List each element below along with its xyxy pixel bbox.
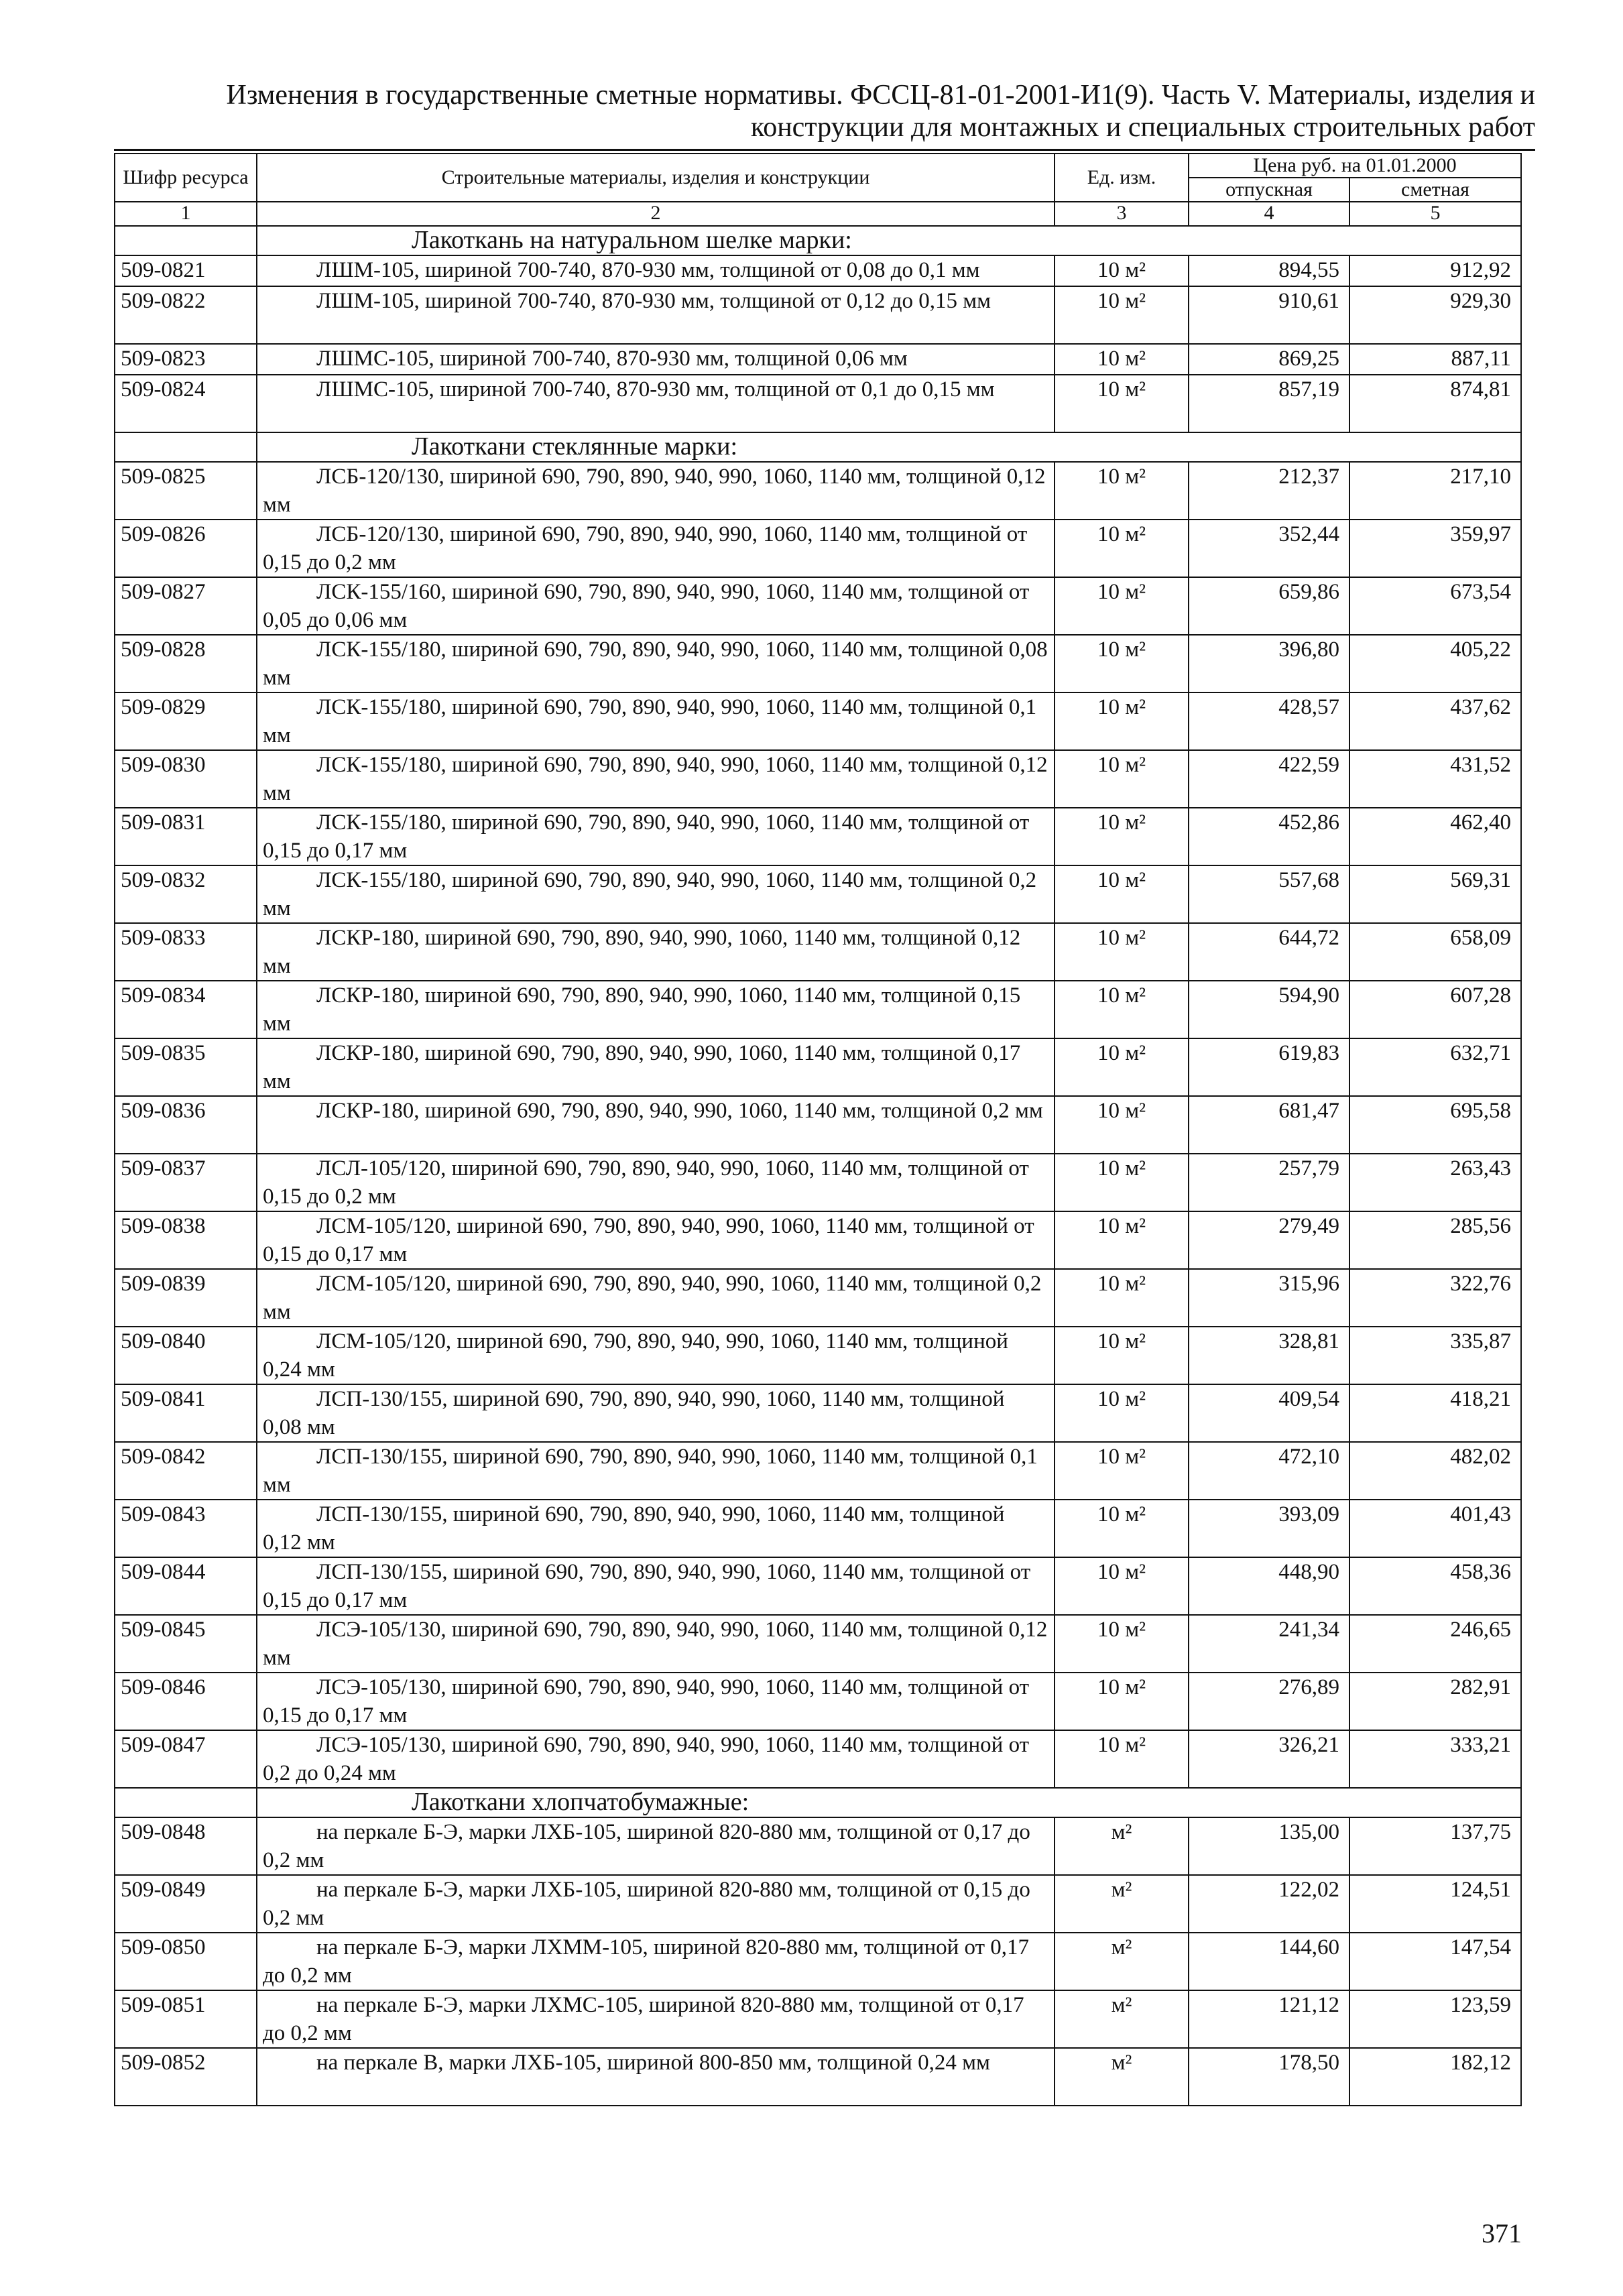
table-row bbox=[115, 1384, 1521, 1442]
release-price-cell: 257,79 bbox=[1189, 1154, 1349, 1211]
estimate-price-cell: 263,43 bbox=[1349, 1154, 1521, 1211]
table-row bbox=[115, 1875, 1521, 1933]
estimate-price-cell: 322,76 bbox=[1349, 1269, 1521, 1327]
page-header bbox=[114, 79, 1535, 143]
description-cell: ЛСП-130/155, шириной 690, 790, 890, 940, 990, 1060, 1140 мм, толщиной от 0,15 до 0,17 мм bbox=[257, 1557, 1055, 1615]
table-row bbox=[115, 577, 1521, 635]
description-cell: ЛСЭ-105/130, шириной 690, 790, 890, 940, 990, 1060, 1140 мм, толщиной от 0,15 до 0,17 мм bbox=[257, 1673, 1055, 1730]
table-row bbox=[115, 375, 1521, 432]
release-price-cell: 452,86 bbox=[1189, 808, 1349, 865]
unit-cell: 10 м² bbox=[1055, 981, 1189, 1038]
group-row bbox=[115, 432, 1521, 462]
table-row bbox=[115, 1327, 1521, 1384]
table-row bbox=[115, 1096, 1521, 1154]
resource-code-cell: 509-0837 bbox=[115, 1154, 257, 1211]
table-row bbox=[115, 1269, 1521, 1327]
resource-code-cell: 509-0852 bbox=[115, 2048, 257, 2106]
resource-code-cell: 509-0844 bbox=[115, 1557, 257, 1615]
description-cell: ЛСМ-105/120, шириной 690, 790, 890, 940, 990, 1060, 1140 мм, толщиной от 0,15 до 0,17 мм bbox=[257, 1211, 1055, 1269]
resource-code-cell: 509-0839 bbox=[115, 1269, 257, 1327]
release-price-cell: 472,10 bbox=[1189, 1442, 1349, 1500]
unit-cell: 10 м² bbox=[1055, 808, 1189, 865]
unit-cell: 10 м² bbox=[1055, 923, 1189, 981]
release-price-cell: 135,00 bbox=[1189, 1817, 1349, 1875]
table-row bbox=[115, 1038, 1521, 1096]
resource-code-cell: 509-0836 bbox=[115, 1096, 257, 1154]
description-cell: ЛСК-155/180, шириной 690, 790, 890, 940, 990, 1060, 1140 мм, толщиной 0,1 мм bbox=[257, 692, 1055, 750]
page-number: 371 bbox=[1482, 2218, 1522, 2248]
release-price-cell: 681,47 bbox=[1189, 1096, 1349, 1154]
unit-cell: 10 м² bbox=[1055, 1615, 1189, 1673]
unit-cell: 10 м² bbox=[1055, 692, 1189, 750]
group-row bbox=[115, 226, 1521, 255]
estimate-price-cell: 137,75 bbox=[1349, 1817, 1521, 1875]
release-price-cell: 409,54 bbox=[1189, 1384, 1349, 1442]
estimate-price-cell: 658,09 bbox=[1349, 923, 1521, 981]
description-cell: ЛСБ-120/130, шириной 690, 790, 890, 940, 990, 1060, 1140 мм, толщиной 0,12 мм bbox=[257, 462, 1055, 520]
header-rule bbox=[114, 149, 1535, 151]
estimate-price-cell: 929,30 bbox=[1349, 286, 1521, 344]
column-number: 2 bbox=[257, 202, 1055, 226]
unit-cell: 10 м² bbox=[1055, 462, 1189, 520]
release-price-cell: 557,68 bbox=[1189, 865, 1349, 923]
table-row bbox=[115, 923, 1521, 981]
release-price-cell: 594,90 bbox=[1189, 981, 1349, 1038]
estimate-price-cell: 482,02 bbox=[1349, 1442, 1521, 1500]
estimate-price-cell: 569,31 bbox=[1349, 865, 1521, 923]
description-cell: ЛСЭ-105/130, шириной 690, 790, 890, 940, 990, 1060, 1140 мм, толщиной от 0,2 до 0,24 мм bbox=[257, 1730, 1055, 1788]
unit-cell: 10 м² bbox=[1055, 635, 1189, 692]
table-row bbox=[115, 1817, 1521, 1875]
col-header-unit: Ед. изм. bbox=[1055, 154, 1189, 202]
release-price-cell: 894,55 bbox=[1189, 255, 1349, 286]
estimate-price-cell: 437,62 bbox=[1349, 692, 1521, 750]
description-cell: ЛСМ-105/120, шириной 690, 790, 890, 940, 990, 1060, 1140 мм, толщиной 0,2 мм bbox=[257, 1269, 1055, 1327]
table-row bbox=[115, 865, 1521, 923]
table-row bbox=[115, 750, 1521, 808]
group-title: Лакоткани стеклянные марки: bbox=[257, 432, 1521, 462]
estimate-price-cell: 335,87 bbox=[1349, 1327, 1521, 1384]
group-empty-cell bbox=[115, 432, 257, 462]
release-price-cell: 212,37 bbox=[1189, 462, 1349, 520]
unit-cell: 10 м² bbox=[1055, 1384, 1189, 1442]
description-cell: ЛСК-155/180, шириной 690, 790, 890, 940, 990, 1060, 1140 мм, толщиной 0,12 мм bbox=[257, 750, 1055, 808]
resource-code-cell: 509-0850 bbox=[115, 1933, 257, 1990]
unit-cell: 10 м² bbox=[1055, 1327, 1189, 1384]
resource-code-cell: 509-0841 bbox=[115, 1384, 257, 1442]
unit-cell: 10 м² bbox=[1055, 865, 1189, 923]
column-number: 4 bbox=[1189, 202, 1349, 226]
description-cell: на перкале В, марки ЛХБ-105, шириной 800-850 мм, толщиной 0,24 мм bbox=[257, 2048, 1055, 2106]
unit-cell: м² bbox=[1055, 1817, 1189, 1875]
estimate-price-cell: 217,10 bbox=[1349, 462, 1521, 520]
description-cell: ЛСМ-105/120, шириной 690, 790, 890, 940, 990, 1060, 1140 мм, толщиной 0,24 мм bbox=[257, 1327, 1055, 1384]
column-number-row bbox=[115, 202, 1521, 226]
resource-code-cell: 509-0821 bbox=[115, 255, 257, 286]
description-cell: ЛСКР-180, шириной 690, 790, 890, 940, 990, 1060, 1140 мм, толщиной 0,2 мм bbox=[257, 1096, 1055, 1154]
resource-code-cell: 509-0845 bbox=[115, 1615, 257, 1673]
estimate-price-cell: 912,92 bbox=[1349, 255, 1521, 286]
unit-cell: 10 м² bbox=[1055, 1442, 1189, 1500]
description-cell: ЛСБ-120/130, шириной 690, 790, 890, 940, 990, 1060, 1140 мм, толщиной от 0,15 до 0,2 мм bbox=[257, 520, 1055, 577]
estimate-price-cell: 887,11 bbox=[1349, 344, 1521, 375]
group-row bbox=[115, 1788, 1521, 1817]
price-table bbox=[114, 153, 1522, 2106]
description-cell: ЛСКР-180, шириной 690, 790, 890, 940, 990, 1060, 1140 мм, толщиной 0,12 мм bbox=[257, 923, 1055, 981]
unit-cell: м² bbox=[1055, 1933, 1189, 1990]
description-cell: ЛШМС-105, шириной 700-740, 870-930 мм, толщиной 0,06 мм bbox=[257, 344, 1055, 375]
description-cell: на перкале Б-Э, марки ЛХММ-105, шириной 820-880 мм, толщиной от 0,17 до 0,2 мм bbox=[257, 1933, 1055, 1990]
unit-cell: 10 м² bbox=[1055, 1500, 1189, 1557]
unit-cell: 10 м² bbox=[1055, 1269, 1189, 1327]
table-row bbox=[115, 286, 1521, 344]
unit-cell: 10 м² bbox=[1055, 1038, 1189, 1096]
release-price-cell: 276,89 bbox=[1189, 1673, 1349, 1730]
group-title: Лакоткань на натуральном шелке марки: bbox=[257, 226, 1521, 255]
table-row bbox=[115, 1730, 1521, 1788]
description-cell: ЛСП-130/155, шириной 690, 790, 890, 940, 990, 1060, 1140 мм, толщиной 0,08 мм bbox=[257, 1384, 1055, 1442]
estimate-price-cell: 124,51 bbox=[1349, 1875, 1521, 1933]
resource-code-cell: 509-0834 bbox=[115, 981, 257, 1038]
release-price-cell: 326,21 bbox=[1189, 1730, 1349, 1788]
table-row bbox=[115, 1500, 1521, 1557]
header-line-1: Изменения в государственные сметные нормативы. ФССЦ-81-01-2001-И1(9). Часть V. Материалы, изделия и bbox=[226, 80, 1535, 111]
resource-code-cell: 509-0846 bbox=[115, 1673, 257, 1730]
description-cell: ЛСКР-180, шириной 690, 790, 890, 940, 990, 1060, 1140 мм, толщиной 0,17 мм bbox=[257, 1038, 1055, 1096]
table-row bbox=[115, 981, 1521, 1038]
description-cell: на перкале Б-Э, марки ЛХБ-105, шириной 820-880 мм, толщиной от 0,17 до 0,2 мм bbox=[257, 1817, 1055, 1875]
estimate-price-cell: 607,28 bbox=[1349, 981, 1521, 1038]
release-price-cell: 619,83 bbox=[1189, 1038, 1349, 1096]
estimate-price-cell: 418,21 bbox=[1349, 1384, 1521, 1442]
table-row bbox=[115, 1154, 1521, 1211]
estimate-price-cell: 246,65 bbox=[1349, 1615, 1521, 1673]
unit-cell: 10 м² bbox=[1055, 1211, 1189, 1269]
release-price-cell: 644,72 bbox=[1189, 923, 1349, 981]
description-cell: ЛСК-155/180, шириной 690, 790, 890, 940, 990, 1060, 1140 мм, толщиной 0,2 мм bbox=[257, 865, 1055, 923]
resource-code-cell: 509-0828 bbox=[115, 635, 257, 692]
release-price-cell: 241,34 bbox=[1189, 1615, 1349, 1673]
col-header-code: Шифр ресурса bbox=[115, 154, 257, 202]
description-cell: ЛСП-130/155, шириной 690, 790, 890, 940, 990, 1060, 1140 мм, толщиной 0,1 мм bbox=[257, 1442, 1055, 1500]
unit-cell: 10 м² bbox=[1055, 1673, 1189, 1730]
estimate-price-cell: 359,97 bbox=[1349, 520, 1521, 577]
release-price-cell: 869,25 bbox=[1189, 344, 1349, 375]
resource-code-cell: 509-0847 bbox=[115, 1730, 257, 1788]
estimate-price-cell: 695,58 bbox=[1349, 1096, 1521, 1154]
estimate-price-cell: 431,52 bbox=[1349, 750, 1521, 808]
unit-cell: 10 м² bbox=[1055, 750, 1189, 808]
table-body bbox=[115, 226, 1521, 2106]
description-cell: ЛШМС-105, шириной 700-740, 870-930 мм, толщиной от 0,1 до 0,15 мм bbox=[257, 375, 1055, 432]
description-cell: на перкале Б-Э, марки ЛХБ-105, шириной 820-880 мм, толщиной от 0,15 до 0,2 мм bbox=[257, 1875, 1055, 1933]
resource-code-cell: 509-0843 bbox=[115, 1500, 257, 1557]
resource-code-cell: 509-0827 bbox=[115, 577, 257, 635]
release-price-cell: 122,02 bbox=[1189, 1875, 1349, 1933]
release-price-cell: 352,44 bbox=[1189, 520, 1349, 577]
unit-cell: 10 м² bbox=[1055, 1154, 1189, 1211]
release-price-cell: 121,12 bbox=[1189, 1990, 1349, 2048]
unit-cell: 10 м² bbox=[1055, 286, 1189, 344]
table-row bbox=[115, 255, 1521, 286]
resource-code-cell: 509-0833 bbox=[115, 923, 257, 981]
resource-code-cell: 509-0823 bbox=[115, 344, 257, 375]
estimate-price-cell: 123,59 bbox=[1349, 1990, 1521, 2048]
estimate-price-cell: 458,36 bbox=[1349, 1557, 1521, 1615]
table-row bbox=[115, 808, 1521, 865]
description-cell: ЛСП-130/155, шириной 690, 790, 890, 940, 990, 1060, 1140 мм, толщиной 0,12 мм bbox=[257, 1500, 1055, 1557]
release-price-cell: 315,96 bbox=[1189, 1269, 1349, 1327]
release-price-cell: 178,50 bbox=[1189, 2048, 1349, 2106]
release-price-cell: 396,80 bbox=[1189, 635, 1349, 692]
resource-code-cell: 509-0835 bbox=[115, 1038, 257, 1096]
header-row bbox=[115, 154, 1521, 178]
estimate-price-cell: 285,56 bbox=[1349, 1211, 1521, 1269]
table-row bbox=[115, 462, 1521, 520]
column-number: 1 bbox=[115, 202, 257, 226]
column-number: 3 bbox=[1055, 202, 1189, 226]
unit-cell: м² bbox=[1055, 1990, 1189, 2048]
description-cell: ЛСЭ-105/130, шириной 690, 790, 890, 940, 990, 1060, 1140 мм, толщиной 0,12 мм bbox=[257, 1615, 1055, 1673]
group-empty-cell bbox=[115, 226, 257, 255]
description-cell: ЛСК-155/160, шириной 690, 790, 890, 940, 990, 1060, 1140 мм, толщиной от 0,05 до 0,06 мм bbox=[257, 577, 1055, 635]
table-row bbox=[115, 1557, 1521, 1615]
resource-code-cell: 509-0824 bbox=[115, 375, 257, 432]
resource-code-cell: 509-0842 bbox=[115, 1442, 257, 1500]
unit-cell: м² bbox=[1055, 2048, 1189, 2106]
description-cell: ЛСК-155/180, шириной 690, 790, 890, 940, 990, 1060, 1140 мм, толщиной от 0,15 до 0,17 мм bbox=[257, 808, 1055, 865]
estimate-price-cell: 182,12 bbox=[1349, 2048, 1521, 2106]
estimate-price-cell: 282,91 bbox=[1349, 1673, 1521, 1730]
estimate-price-cell: 632,71 bbox=[1349, 1038, 1521, 1096]
col-header-release-price: отпускная bbox=[1189, 178, 1349, 202]
resource-code-cell: 509-0830 bbox=[115, 750, 257, 808]
resource-code-cell: 509-0832 bbox=[115, 865, 257, 923]
group-empty-cell bbox=[115, 1788, 257, 1817]
description-cell: ЛШМ-105, шириной 700-740, 870-930 мм, толщиной от 0,12 до 0,15 мм bbox=[257, 286, 1055, 344]
table-row bbox=[115, 635, 1521, 692]
header-line-2: конструкции для монтажных и специальных строительных работ bbox=[750, 112, 1535, 143]
table-row bbox=[115, 520, 1521, 577]
table-row bbox=[115, 692, 1521, 750]
release-price-cell: 428,57 bbox=[1189, 692, 1349, 750]
table-row bbox=[115, 1442, 1521, 1500]
resource-code-cell: 509-0851 bbox=[115, 1990, 257, 2048]
estimate-price-cell: 333,21 bbox=[1349, 1730, 1521, 1788]
release-price-cell: 279,49 bbox=[1189, 1211, 1349, 1269]
resource-code-cell: 509-0831 bbox=[115, 808, 257, 865]
resource-code-cell: 509-0848 bbox=[115, 1817, 257, 1875]
release-price-cell: 422,59 bbox=[1189, 750, 1349, 808]
group-title: Лакоткани хлопчатобумажные: bbox=[257, 1788, 1521, 1817]
table-row bbox=[115, 1615, 1521, 1673]
resource-code-cell: 509-0849 bbox=[115, 1875, 257, 1933]
estimate-price-cell: 401,43 bbox=[1349, 1500, 1521, 1557]
estimate-price-cell: 874,81 bbox=[1349, 375, 1521, 432]
table-row bbox=[115, 1933, 1521, 1990]
release-price-cell: 448,90 bbox=[1189, 1557, 1349, 1615]
resource-code-cell: 509-0838 bbox=[115, 1211, 257, 1269]
table-row bbox=[115, 1673, 1521, 1730]
release-price-cell: 910,61 bbox=[1189, 286, 1349, 344]
estimate-price-cell: 462,40 bbox=[1349, 808, 1521, 865]
description-cell: на перкале Б-Э, марки ЛХМС-105, шириной 820-880 мм, толщиной от 0,17 до 0,2 мм bbox=[257, 1990, 1055, 2048]
unit-cell: 10 м² bbox=[1055, 255, 1189, 286]
col-header-description: Строительные материалы, изделия и конструкции bbox=[257, 154, 1055, 202]
resource-code-cell: 509-0822 bbox=[115, 286, 257, 344]
description-cell: ЛСК-155/180, шириной 690, 790, 890, 940, 990, 1060, 1140 мм, толщиной 0,08 мм bbox=[257, 635, 1055, 692]
release-price-cell: 144,60 bbox=[1189, 1933, 1349, 1990]
column-number: 5 bbox=[1349, 202, 1521, 226]
estimate-price-cell: 405,22 bbox=[1349, 635, 1521, 692]
table-row bbox=[115, 1990, 1521, 2048]
release-price-cell: 328,81 bbox=[1189, 1327, 1349, 1384]
unit-cell: м² bbox=[1055, 1875, 1189, 1933]
estimate-price-cell: 147,54 bbox=[1349, 1933, 1521, 1990]
unit-cell: 10 м² bbox=[1055, 577, 1189, 635]
resource-code-cell: 509-0829 bbox=[115, 692, 257, 750]
resource-code-cell: 509-0825 bbox=[115, 462, 257, 520]
table-row bbox=[115, 1211, 1521, 1269]
description-cell: ЛСЛ-105/120, шириной 690, 790, 890, 940, 990, 1060, 1140 мм, толщиной от 0,15 до 0,2 мм bbox=[257, 1154, 1055, 1211]
unit-cell: 10 м² bbox=[1055, 1730, 1189, 1788]
description-cell: ЛСКР-180, шириной 690, 790, 890, 940, 990, 1060, 1140 мм, толщиной 0,15 мм bbox=[257, 981, 1055, 1038]
col-header-estimate-price: сметная bbox=[1349, 178, 1521, 202]
resource-code-cell: 509-0840 bbox=[115, 1327, 257, 1384]
description-cell: ЛШМ-105, шириной 700-740, 870-930 мм, толщиной от 0,08 до 0,1 мм bbox=[257, 255, 1055, 286]
table-row bbox=[115, 2048, 1521, 2106]
resource-code-cell: 509-0826 bbox=[115, 520, 257, 577]
release-price-cell: 393,09 bbox=[1189, 1500, 1349, 1557]
estimate-price-cell: 673,54 bbox=[1349, 577, 1521, 635]
table-row bbox=[115, 344, 1521, 375]
col-header-price: Цена руб. на 01.01.2000 bbox=[1189, 154, 1521, 178]
unit-cell: 10 м² bbox=[1055, 375, 1189, 432]
unit-cell: 10 м² bbox=[1055, 520, 1189, 577]
unit-cell: 10 м² bbox=[1055, 344, 1189, 375]
release-price-cell: 659,86 bbox=[1189, 577, 1349, 635]
release-price-cell: 857,19 bbox=[1189, 375, 1349, 432]
unit-cell: 10 м² bbox=[1055, 1557, 1189, 1615]
unit-cell: 10 м² bbox=[1055, 1096, 1189, 1154]
